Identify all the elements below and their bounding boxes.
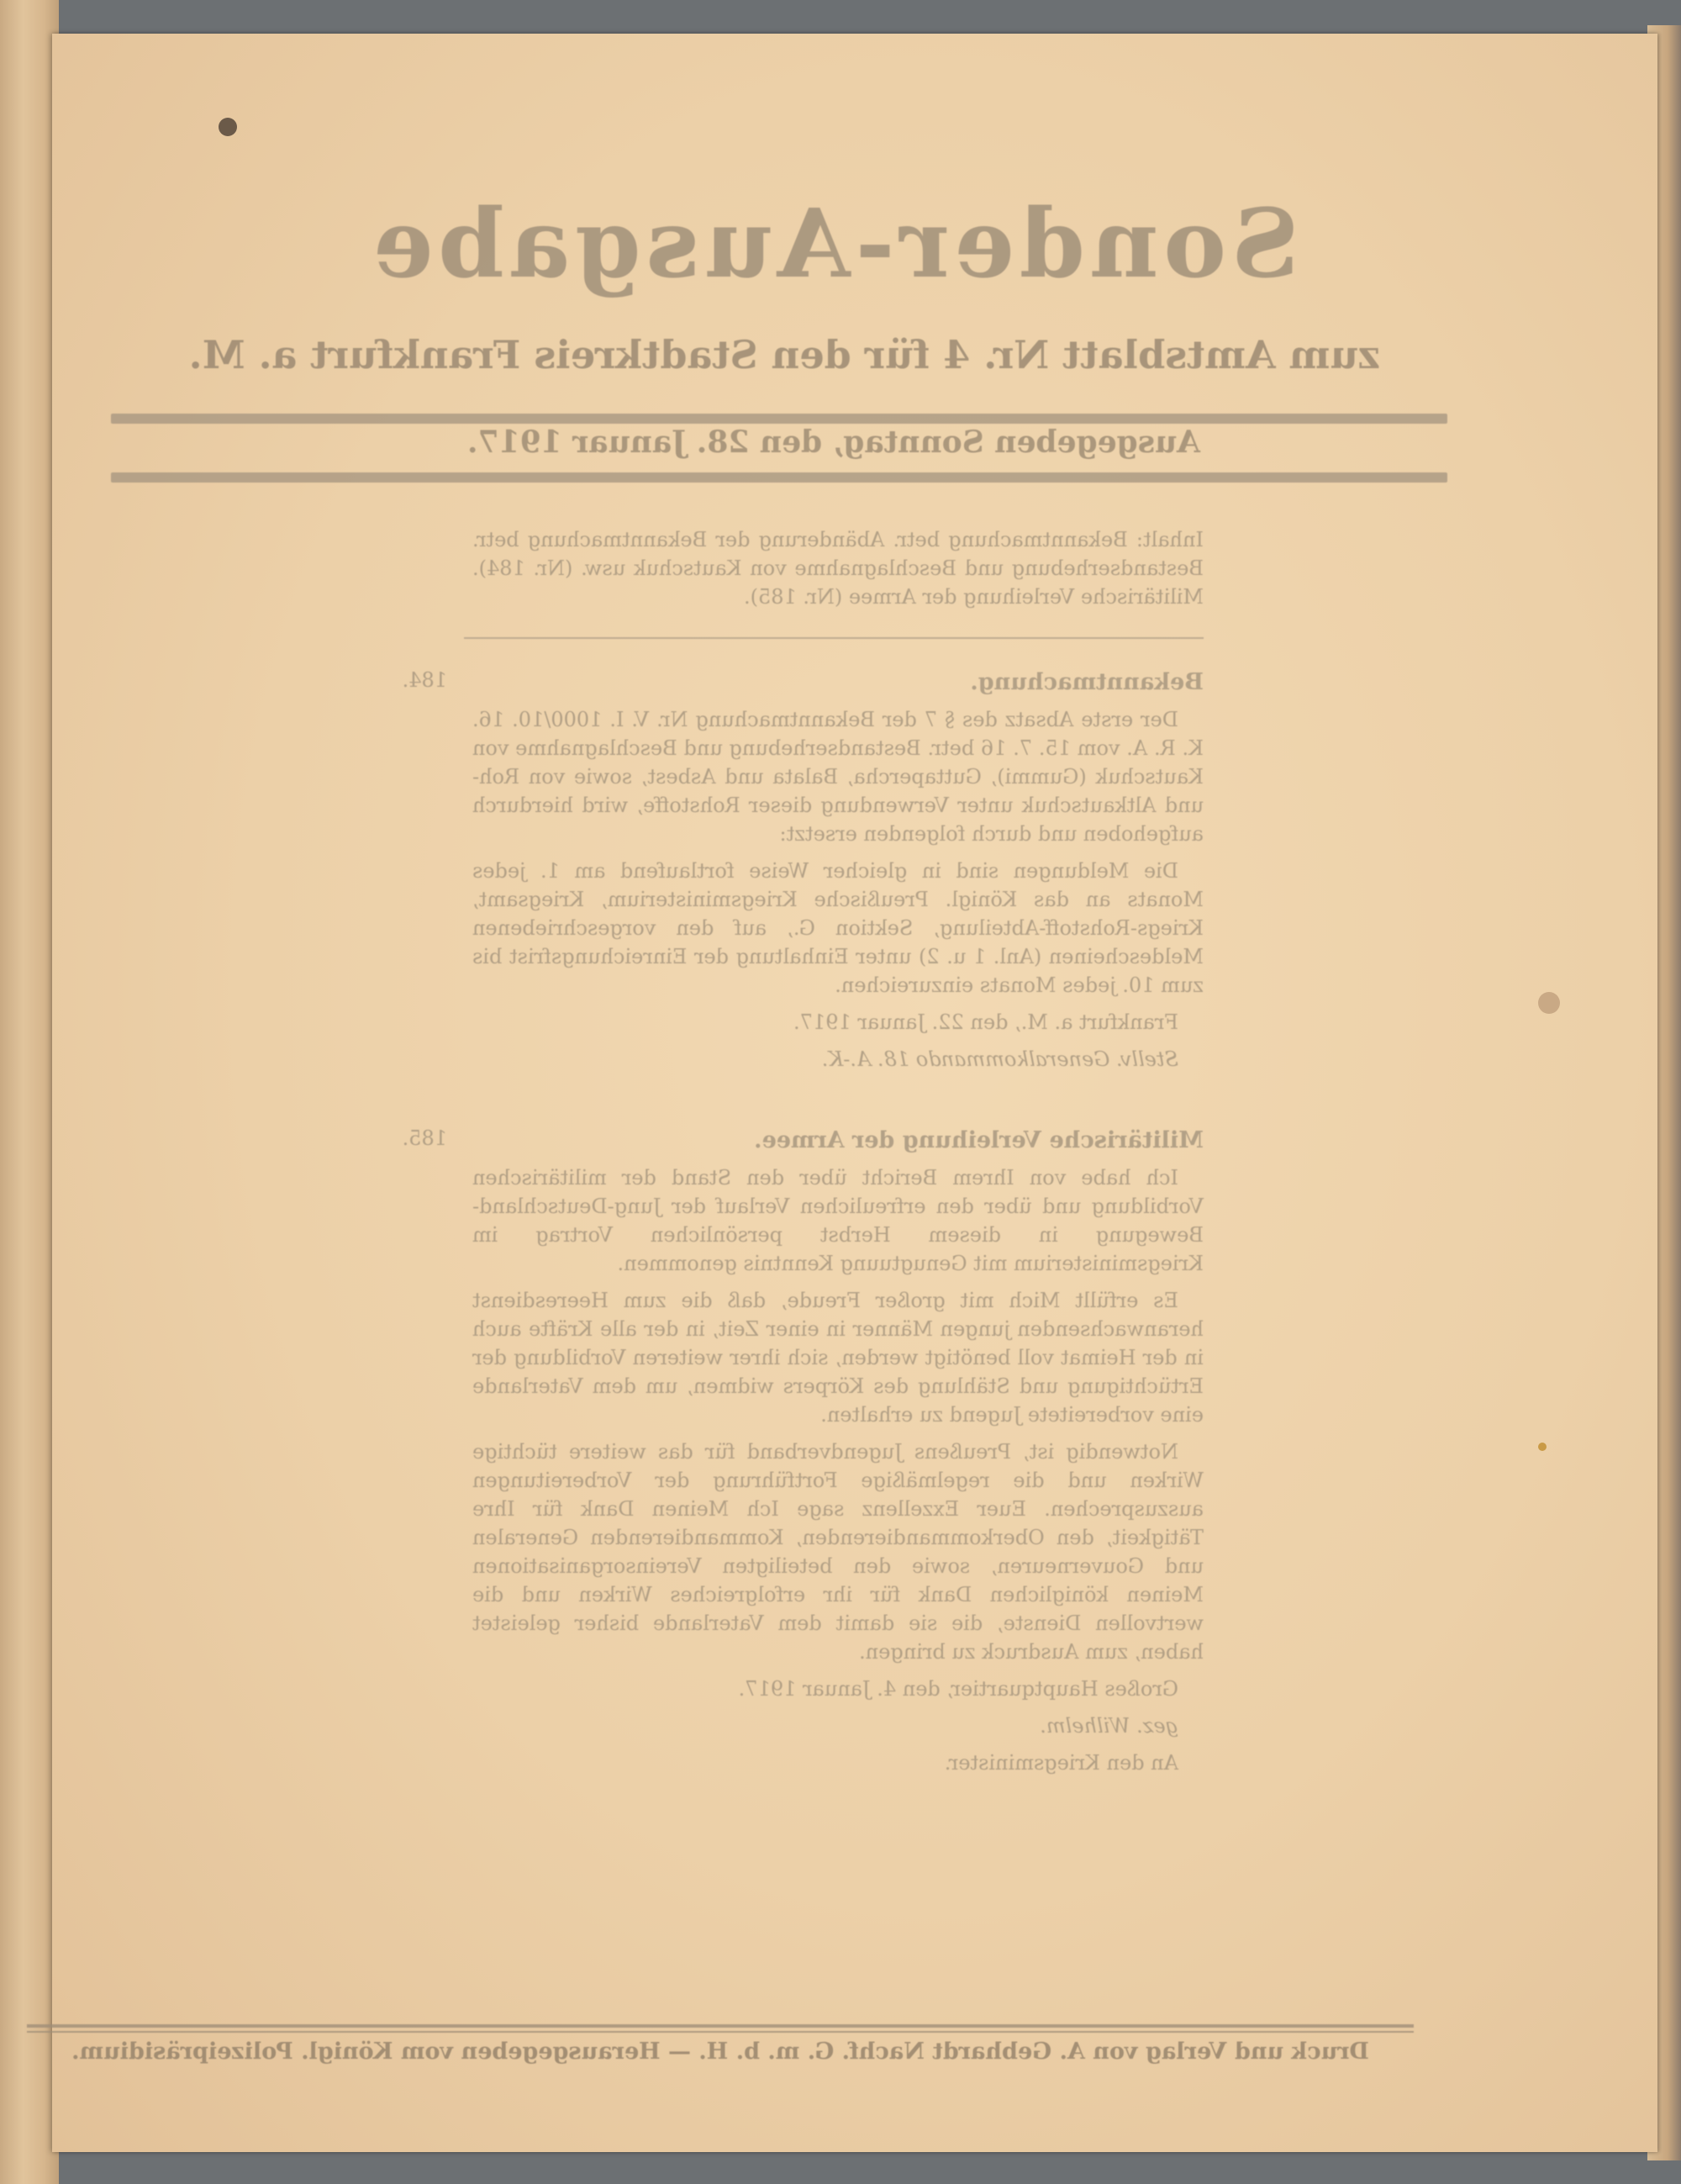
section-heading: Militärische Verleihung der Armee.	[754, 1127, 1204, 1153]
paragraph: Der erste Absatz des § 7 der Bekanntmachung Nr. V. I. 1000/10. 16. K. R. A. vom 15. 7. 16 betr. Bestandserhebung und Beschlagnahme von Kautschuk (Gummi), Guttapercha, Balata und Asbest, sowie von Roh- und Altkautschuk unter Verwendung dieser Rohstoffe, wird hierdurch aufgehoben und durch folgenden ersetzt:	[472, 708, 1204, 846]
masthead-rule-bottom	[111, 472, 1447, 483]
inhalt-text: Inhalt: Bekanntmachung betr. Abänderung der Bekanntmachung betr. Bestandserhebung und Beschlagnahme von Kautschuk usw. (Nr. 184). Militärische Verleihung der Armee (Nr. 185).	[472, 528, 1204, 609]
paragraph: Es erfüllt Mich mit großer Freude, daß die zum Heeresdienst heranwachsenden jungen Männer in einer Zeit, in der alle Kräfte auch in der Heimat voll benötigt werden, sich ihrer weiteren Vorbildung der Ertüchtigung und Stählung des Körpers widmen, um dem Vaterlande eine vorbereitete Jugend zu erhalten.	[472, 1289, 1204, 1427]
ink-spot	[219, 118, 237, 136]
paper-blemish	[1538, 992, 1560, 1014]
section-number: 184.	[402, 668, 447, 692]
dateline: Frankfurt a. M., den 22. Januar 1917.	[793, 1010, 1178, 1034]
show-through-print	[52, 34, 1657, 2152]
table-of-contents	[472, 525, 1204, 620]
dateline: Großes Hauptquartier, den 4. Januar 1917.	[738, 1677, 1178, 1701]
masthead-title: Sonder-Ausgabe	[368, 189, 1299, 299]
signature: Stellv. Generalkommando 18. A.-K.	[821, 1047, 1178, 1071]
section-militaerische-verleihung	[472, 1126, 1204, 1786]
contents-divider	[464, 637, 1204, 639]
section-number: 185.	[402, 1126, 447, 1150]
paragraph: Ich habe von Ihrem Bericht über den Stand der militärischen Vorbildung und über den erfreulichen Verlauf der Jung-Deutschland-Bewegung in diesem Herbst persönlichen Vortrag im Kriegsministerium mit Genugtuung Kenntnis genommen.	[472, 1166, 1204, 1275]
left-page-edge	[0, 0, 59, 2184]
paper-blemish	[1538, 1443, 1547, 1451]
footer-rule	[27, 2031, 1414, 2033]
footer-rule	[27, 2024, 1414, 2028]
document-page	[52, 34, 1657, 2152]
section-bekanntmachung	[472, 668, 1204, 1082]
paragraph: Notwendig ist, Preußens Jugendverband für das weitere tüchtige Wirken und die regelmäßige Fortführung der Vorbereitungen auszusprechen. Euer Exzellenz sage Ich Meinen Dank für Ihre Tätigkeit, den Oberkommandierenden, Kommandierenden Generalen und Gouverneuren, sowie den beteiligten Vereinsorganisationen Meinen königlichen Dank für ihr erfolgreiches Wirken und die wertvollen Dienste, die sie damit dem Vaterlande bisher geleistet haben, zum Ausdruck zu bringen.	[472, 1440, 1204, 1664]
issue-date: Ausgegeben Sonntag, den 28. Januar 1917.	[466, 425, 1201, 460]
section-heading: Bekanntmachung.	[970, 669, 1204, 695]
paragraph: Die Meldungen sind in gleicher Weise fortlaufend am 1. jedes Monats an das Königl. Preußische Kriegsministerium, Kriegsamt, Kriegs-Rohstoff-Abteilung, Sektion G., auf den vorgeschriebenen Meldescheinen (Anl. 1 u. 2) unter Einhaltung der Einreichungsfrist bis zum 10. jedes Monats einzureichen.	[472, 859, 1204, 997]
imprint-footer: Druck und Verlag von A. Gebhardt Nachf. G. m. b. H. — Herausgegeben vom Königl. Polizeipräsidium.	[71, 2039, 1369, 2065]
masthead-rule-top	[111, 414, 1447, 424]
masthead-subtitle: zum Amtsblatt Nr. 4 für den Stadtkreis Frankfurt a. M.	[188, 332, 1380, 377]
addressee: An den Kriegsminister.	[944, 1751, 1178, 1775]
signature: gez. Wilhelm.	[1040, 1714, 1178, 1738]
